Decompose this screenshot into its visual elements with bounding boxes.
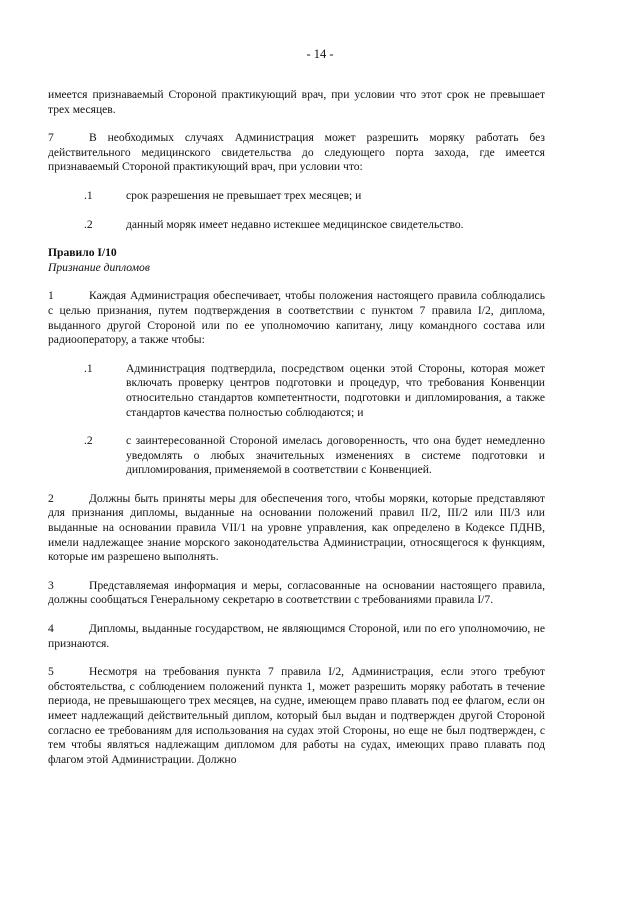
item-text: данный моряк имеет недавно истекшее медицинское свидетельство. [126,217,464,231]
rule-title: Правило I/10 [48,246,117,260]
paragraph-text: Дипломы, выданные государством, не являющимся Стороной, или по его уполномочию, не признаются. [48,622,545,650]
page-content [48,88,545,767]
item-number: .2 [84,434,93,448]
paragraph-1 [48,289,545,347]
paragraph-1-item-2 [48,434,545,478]
paragraph-1-item-1 [48,362,545,420]
paragraph-text: Должны быть приняты меры для обеспечения того, чтобы моряки, которые представляют для признания дипломы, выданные на основании положений правил II/2, III/2 или III/3 или выданные на основании правила VII/1 на уровне управления, как определено в Кодексе ПДНВ, имели надлежащее знание морского законодательства Администрации, относящегося к функциям, которые им разрешено выполнять. [48,491,545,564]
paragraph-number: 2 [48,491,54,505]
paragraph-7 [48,131,545,175]
item-text: с заинтересованной Стороной имелась договоренность, что она будет немедленно уведомлять о любых значительных изменениях в системе подготовки и дипломирования, применяемой в соответствии с Конвенцией. [126,434,545,477]
item-number: .1 [84,361,93,375]
paragraph-text: Несмотря на требования пункта 7 правила I/2, Администрация, если этого требуют обстоятельства, с соблюдением положений пункта 1, может разрешить моряку работать в течение периода, не превышающего трех месяцев, на судне, имеющем право плавать под ее флагом, если он имеет надлежащий действительный диплом, который был выдан и подтвержден другой Стороной согласно ее требованиям для использования на судах этой Стороны, но еще не был подтвержден, с тем чтобы являться надлежащим дипломом для работы на судах, имеющих право плавать под флагом этой Администрации. Должно [48,665,545,766]
paragraph-7-item-1 [48,189,545,204]
paragraph-number: 5 [48,665,54,679]
paragraph-text: Представляемая информация и меры, согласованные на основании настоящего правила, должны сообщаться Генеральному секретарю в соответствии с требованиями правила I/7. [48,578,545,607]
paragraph-4 [48,622,545,651]
paragraph-number: 1 [48,289,54,303]
item-text: Администрация подтвердила, посредством оценки этой Стороны, которая может включать проверку центров подготовки и процедур, что требования Конвенции относительно стандартов компетентности, подготовки и дипломирования, а также стандартов качества полностью соблюдаются; и [126,361,545,419]
item-number: .1 [84,188,93,202]
paragraph-7-item-2 [48,218,545,233]
paragraph-3 [48,579,545,608]
paragraph-text: Каждая Администрация обеспечивает, чтобы положения настоящего правила соблюдались с целью признания, путем подтверждения в соответствии с пунктом 7 правила I/2, диплома, выданного другой Стороной или по ее уполномочию капитану, лицу командного состава или радиооператору, а также чтобы: [48,289,545,347]
paragraph-number: 3 [48,578,54,592]
paragraph-number: 7 [48,131,54,145]
item-number: .2 [84,217,93,231]
continuation-text: имеется признаваемый Стороной практикующий врач, при условии что этот срок не превышает трех месяцев. [48,88,545,116]
paragraph-5 [48,665,545,767]
page-number: - 14 - [306,47,334,61]
paragraph-number: 4 [48,622,54,636]
paragraph-2 [48,492,545,565]
rule-subtitle: Признание дипломов [48,260,150,274]
paragraph-text: В необходимых случаях Администрация может разрешить моряку работать без действительного медицинского свидетельства до следующего порта захода, где имеется признаваемый Стороной практикующий врач, при условии что: [48,131,545,174]
item-text: срок разрешения не превышает трех месяцев; и [126,188,362,202]
